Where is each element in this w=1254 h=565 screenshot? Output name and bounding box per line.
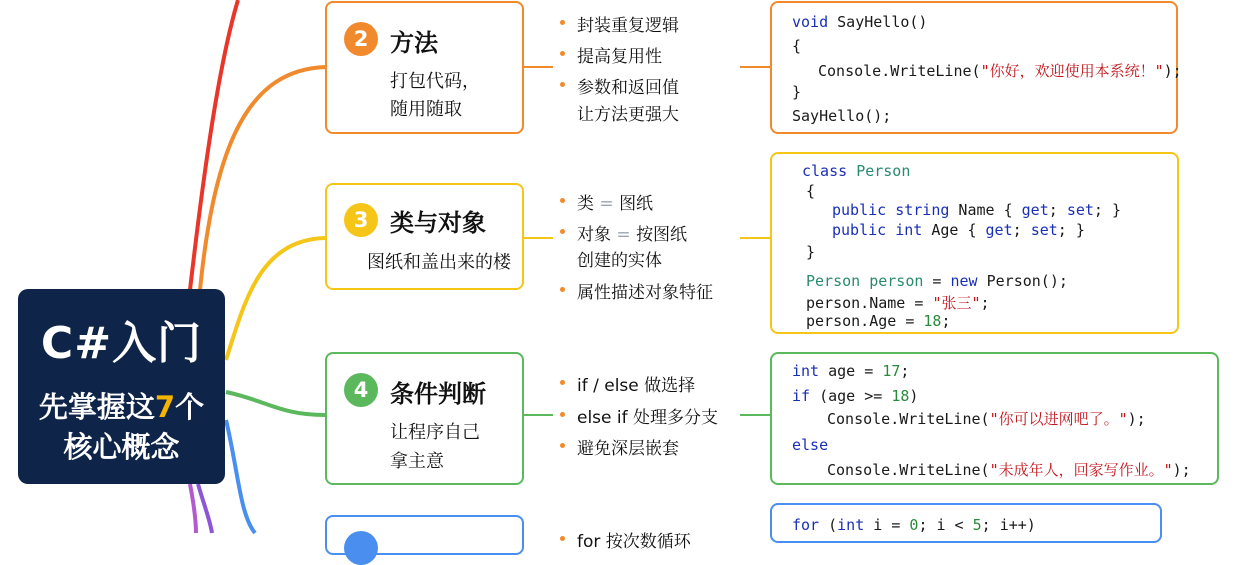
code-string: "张三" [932,294,981,312]
branch-line-5 [226,420,255,533]
code-line: } [806,243,816,261]
code-line: Person person = new Person(); [806,272,1068,290]
bullet-dot [560,412,565,417]
code-line [802,162,910,180]
bullet-dot [560,287,565,292]
bullet-dot [560,229,565,234]
root-node [18,289,225,484]
code-token: if [792,387,811,405]
code-line: { [806,182,816,200]
bullet-dot [560,443,565,448]
code-token: get [985,221,1013,239]
bullet-item: 创建的实体 [577,251,662,271]
bullet-dot [560,51,565,56]
code-block-2 [770,1,1182,134]
bullet-item [577,189,653,214]
root-subtitle-pre: 先掌握这 [38,390,155,424]
topic-number-badge: 2 [344,22,378,56]
code-line: } [792,83,802,101]
root-subtitle-number: 7 [154,390,176,424]
code-block-4 [770,352,1219,485]
bullet-dot [560,82,565,87]
root-title: C#入门 [40,318,203,369]
bullet-item: if / else 做选择 [577,376,696,396]
bullet-item: 封装重复逻辑 [577,16,679,36]
bullet-item: 参数和返回值 [577,78,679,98]
topic-title: 方法 [390,29,438,57]
bullet-item: else if 处理多分支 [577,408,719,428]
code-token: ); [1163,62,1182,80]
topic-title: 条件判断 [390,380,486,408]
code-line: Console.WriteLine("未成年人，回家写作业。"); [827,461,1191,479]
bullet-item: 属性描述对象特征 [577,283,713,303]
topic-bullets-4 [560,370,740,460]
code-token: Console.WriteLine( [818,62,981,80]
topic-number-badge [344,531,378,565]
root-subtitle-post: 个 [175,390,205,424]
code-block-5 [770,503,1162,543]
code-token: get [1021,201,1049,219]
code-token: int [792,362,820,380]
code-line: SayHello(); [792,107,892,125]
code-token: new [950,272,978,290]
code-token: void [792,13,829,31]
code-line: public int Age { get; set; } [832,221,1085,239]
code-number: 5 [972,516,982,534]
topic-number-badge: 3 [344,203,378,237]
code-token: int [837,516,865,534]
code-block-3 [770,152,1179,334]
bullet-item: for 按次数循环 [577,532,691,552]
code-string: "你可以进网吧了。" [989,410,1128,428]
topic-subtitle-line: 打包代码， [390,71,480,92]
bullet-item: 让方法更强大 [577,105,679,125]
code-number: 18 [923,312,942,330]
branch-line-3 [226,238,325,360]
root-subtitle-line2: 核心概念 [63,430,180,464]
code-number: 17 [882,362,901,380]
bullet-dot [560,20,565,25]
branch-line-6 [198,484,212,533]
code-number: 0 [909,516,919,534]
bullet-dot [560,198,565,203]
code-line: public string Name { get; set; } [832,201,1121,219]
bullet-word: 按图纸 [636,225,688,245]
root-subtitle [18,385,225,426]
code-token: Person [856,162,911,180]
code-token: public string [832,201,950,219]
code-string: "未成年人，回家写作业。" [989,461,1173,479]
bullet-equals: = [599,194,614,214]
code-token: for [792,516,820,534]
code-line: person.Age = 18; [806,312,951,330]
code-string: "你好，欢迎使用本系统！" [980,62,1164,80]
code-line: for (int i = 0; i < 5; i++) [792,516,1036,534]
code-token: Person person [806,272,924,290]
bullet-word: 图纸 [619,194,654,214]
bullet-word: 类 [577,194,594,214]
branch-line-7 [190,484,196,533]
code-line: if (age >= 18) [792,387,919,405]
bullet-dot [560,380,565,385]
code-token: else [792,436,829,454]
topic-number-badge: 4 [344,373,378,407]
code-line [792,436,828,454]
bullet-item: 避免深层嵌套 [577,439,679,459]
code-token: public int [832,221,923,239]
bullet-dot [560,536,565,541]
code-token: set [1030,221,1058,239]
topic-bullets-3 [560,180,740,305]
code-token: SayHello() [837,13,928,31]
topic-subtitle-line: 随用随取 [390,99,462,120]
topic-node-4 [325,352,524,485]
branch-line-4 [226,392,325,415]
topic-subtitle-line: 让程序自己 [390,422,480,443]
branch-line-2 [200,67,325,290]
code-token: set [1066,201,1094,219]
code-number: 18 [891,387,910,405]
code-line [792,13,927,31]
topic-subtitle-line: 图纸和盖出来的楼 [367,252,511,273]
topic-node-5 [325,515,524,555]
code-line: int age = 17; [792,362,910,380]
code-line: { [792,37,802,55]
code-line: person.Name = "张三"; [806,294,990,312]
bullet-word: 对象 [577,225,611,245]
topic-node-2 [325,1,524,134]
code-line: Console.WriteLine("你可以进网吧了。"); [827,410,1146,428]
code-line [818,60,1182,81]
topic-bullets-2 [560,0,740,130]
topic-node-3 [325,183,524,290]
bullet-item [577,220,687,245]
topic-subtitle-line: 拿主意 [390,451,444,472]
code-token: class [802,162,848,180]
topic-title: 类与对象 [390,209,486,237]
bullet-item: 提高复用性 [577,47,662,67]
topic-bullets-5 [560,522,740,552]
bullet-equals: = [616,225,631,245]
